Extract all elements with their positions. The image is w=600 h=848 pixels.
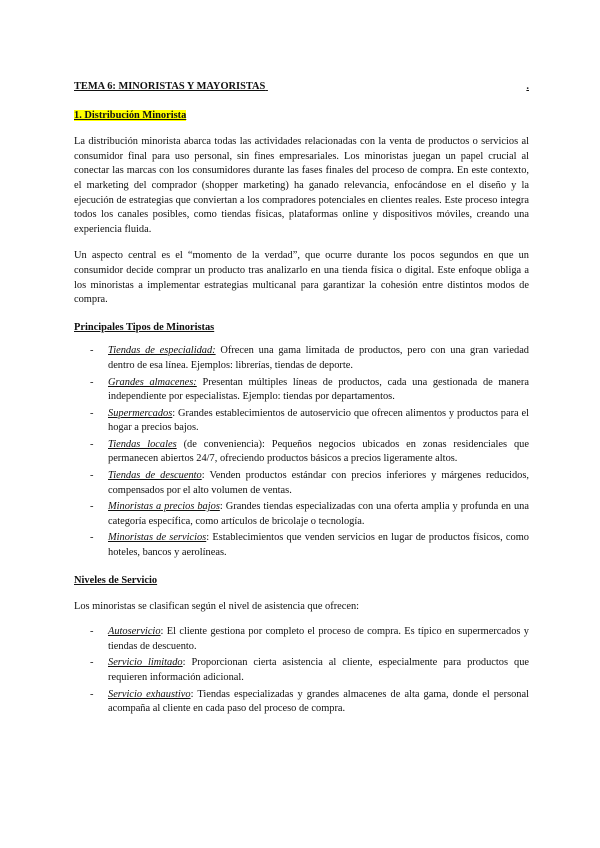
list-dash: - [90,407,94,419]
list-item-text: : Venden productos estándar con precios inferiores y márgenes reducidos, compensados por el alto volumen de ventas. [108,470,529,496]
subheading-service-levels: Niveles de Servicio [74,574,158,586]
list-item [74,376,529,405]
list-item-term: Tiendas locales [108,438,177,450]
list-item-text: (de conveniencia): Pequeños negocios ubicados en zonas residenciales que permanecen abiertos 24/7, ofreciendo productos básicos a precios ligeramente altos. [108,438,529,465]
list-item-term: Minoristas de servicios [108,532,207,544]
list-item-term: Grandes almacenes: [108,376,197,388]
list-dash: - [90,532,94,544]
title-underline-filler [265,80,526,95]
list-dash: - [90,501,94,513]
page-title [74,80,529,95]
list-item-term: Tiendas de descuento [108,470,202,482]
list-dash: - [90,438,94,450]
list-item [74,688,529,717]
list-item-text: : Proporcionan cierta asistencia al cliente, especialmente para productos que requieren información adicional. [108,657,529,683]
list-item-text: : Establecimientos que venden servicios en lugar de productos físicos, como hoteles, bancos y aerolíneas. [108,532,529,559]
list-dash: - [90,376,94,388]
section-heading [74,109,529,124]
list-item-text: : Tiendas especializadas y grandes almacenes de alta gama, donde el personal acompaña al cliente en cada paso del proceso de compra. [108,688,529,715]
list-item [74,469,529,498]
page-title-end: . [526,81,529,92]
list-item-text: : Grandes establecimientos de autoservicio que ofrecen alimentos y productos para el hogar a precios bajos. [108,407,529,434]
list-item-term: Autoservicio [108,626,161,638]
list-dash: - [90,688,94,700]
list-dash: - [90,657,94,669]
list-dash: - [90,470,94,482]
list-item-term: Minoristas a precios bajos [108,501,220,513]
list-dash: - [90,626,94,638]
subheading-retailer-types: Principales Tipos de Minoristas [74,321,215,333]
list-dash: - [90,345,94,357]
list-item [74,344,529,373]
list-item-term: Servicio limitado [108,657,183,669]
list-item-term: Servicio exhaustivo [108,688,191,700]
paragraph-intro: La distribución minorista abarca todas las actividades relacionadas con la venta de productos o servicios al consumidor final para uso personal, sin fines empresariales. Los minoristas juegan un papel crucial al conectar las marcas con los consumidores durante las fases finales del proceso de compra. En este contexto, el marketing del comprador (shopper marketing) ha ganado relevancia, enfocándose en el diseño y la ejecución de estrategias que conviertan a los compradores potenciales en clientes reales. Este proceso integra todos los canales posibles, como tiendas físicas, plataformas online y dispositivos móviles, creando una experiencia fluida. [74,136,529,235]
list-item-term: Tiendas de especialidad: [108,345,216,357]
paragraph-service-levels: Los minoristas se clasifican según el nivel de asistencia que ofrecen: [74,601,360,613]
list-item-text: : El cliente gestiona por completo el proceso de compra. Es típico en supermercados y tiendas de descuento. [108,626,529,652]
list-item-text: Ofrecen una gama limitada de productos, pero con una gran variedad dentro de esa línea. Ejemplos: librerías, tiendas de deporte. [108,345,529,371]
list-item [74,407,529,436]
list-item-text: Presentan múltiples líneas de productos, cada una gestionada de manera independiente por especialistas. Ejemplo: tiendas por departamentos. [108,376,529,403]
page-title-text: TEMA 6: MINORISTAS Y MAYORISTAS [74,81,266,92]
document-page [74,80,529,719]
list-item [74,656,529,685]
list-item [74,438,529,467]
list-item-term: Supermercados [108,407,173,419]
service-levels-list [74,625,529,717]
section-heading-text: 1. Distribución Minorista [74,109,187,121]
paragraph-moment-of-truth: Un aspecto central es el “momento de la verdad”, que ocurre durante los pocos segundos en que un consumidor decide comprar un producto tras analizarlo en una tienda física o digital. Este enfoque obliga a los minoristas a implementar estrategias multicanal para garantizar la cohesión entre distintos modos de compra. [74,250,529,306]
list-item [74,531,529,560]
retailer-types-list [74,344,529,560]
list-item [74,625,529,654]
list-item-text: : Grandes tiendas especializadas con una oferta amplia y profunda en una categoría específica, como artículos de bricolaje o tecnología. [108,501,529,527]
list-item [74,500,529,529]
